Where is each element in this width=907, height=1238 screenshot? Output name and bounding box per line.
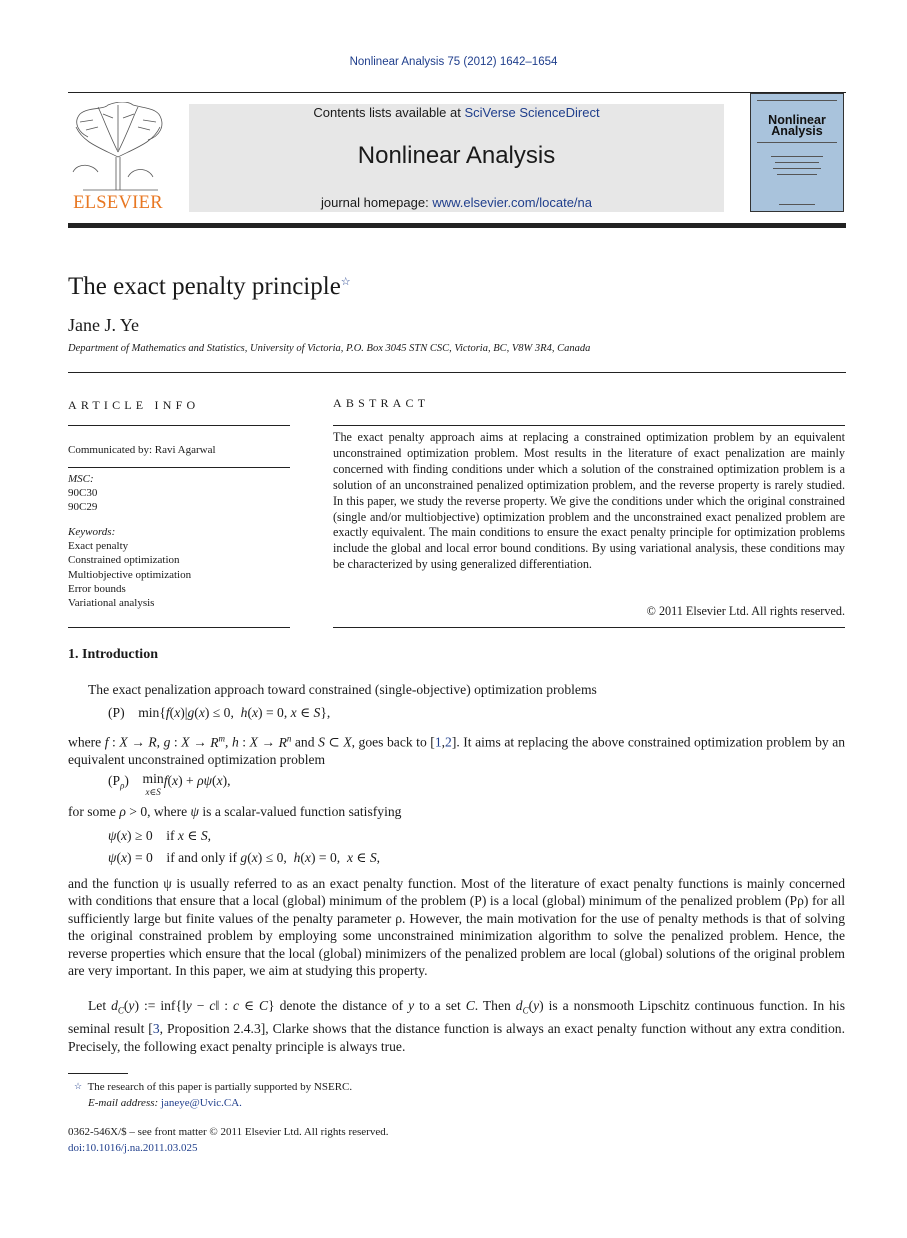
keyword: Constrained optimization	[68, 554, 180, 567]
author-affiliation: Department of Mathematics and Statistics, University of Victoria, P.O. Box 3045 STN CSC, Victoria, BC, V8W 3R4, Canada	[68, 343, 591, 354]
intro-paragraph: where f : X → R, g : $X \to R^m$, h : $X \to R^n$ and S ⊂ X, goes back to [1,2]. It aims at replacing the above constrained optimization problem by an equivalent unconstrained optimization problem	[68, 733, 846, 767]
equation-P-rho: $(P_\rho)$ min x∈Sf(x) + ρψ(x),	[108, 771, 231, 797]
homepage-prefix: journal homepage:	[321, 195, 433, 210]
article-info-rule	[68, 467, 290, 468]
front-matter-issn: 0362-546X/$ – see front matter © 2011 Elsevier Ltd. All rights reserved.	[68, 1126, 389, 1138]
elsevier-tree-icon	[68, 102, 168, 192]
journal-banner	[189, 104, 724, 212]
abstract-heading: ABSTRACT	[333, 396, 430, 410]
cover-rule	[773, 168, 821, 169]
keyword: Error bounds	[68, 582, 126, 595]
title-rule	[68, 372, 846, 373]
author-name: Jane J. Ye	[68, 315, 140, 335]
intro-paragraph: for some ρ > 0, where ψ is a scalar-valued function satisfying	[68, 804, 402, 819]
cover-title-line2: Analysis	[771, 124, 823, 138]
contents-prefix: Contents lists available at	[313, 105, 465, 120]
intro-paragraph: Let $d_C(y)$ := inf{‖y − c‖ : c ∈ C} denote the distance of y to a set C. Then $d_C(y)$ is a nonsmooth Lipschitz continuous function. In his seminal result [3, Proposition 2.4.3], Clarke shows that the distance function is always an exact penalty function without any extra condition. Precisely, the following exact penalty principle is always true.	[68, 998, 845, 1054]
cover-rule	[757, 142, 837, 143]
contents-line	[189, 105, 724, 120]
article-title	[68, 273, 351, 301]
article-title-text: The exact penalty principle	[68, 273, 341, 300]
homepage-line	[189, 195, 724, 210]
footnote-text: The research of this paper is partially supported by NSERC.	[87, 1081, 353, 1093]
header-rule-thick	[68, 223, 846, 228]
journal-cover-thumbnail[interactable]	[750, 93, 844, 212]
keyword: Multiobjective optimization	[68, 568, 192, 581]
keywords-label: Keywords:	[68, 526, 116, 538]
footnote-email	[88, 1097, 242, 1109]
cover-rule	[775, 162, 819, 163]
footnote-rule	[68, 1073, 128, 1074]
homepage-link[interactable]: www.elsevier.com/locate/na	[432, 195, 592, 210]
intro-paragraph: and the function ψ is usually referred to as an exact penalty function. Most of the literature of exact penalty functions is mainly concerned with conditions that ensure that a local (global) minimum of the problem (P) is a local (global) minimum of the penalized problem (Pρ) for all sufficiently large but finite values of the penalty parameter ρ. However, the main motivation for the use of penalty methods is that of solving the original constrained problem by employing some unconstrained minimization algorithm to solve the penalized problem. Hence, the reverse properties which ensure that the local (global) minimizers of the penalized problem are local (global) solutions of the original problem are very important. In this paper, we aim at studying this property.	[68, 876, 845, 979]
keyword: Variational analysis	[68, 597, 155, 610]
journal-title: Nonlinear Analysis	[357, 142, 556, 169]
title-footnote-mark[interactable]: ☆	[340, 276, 351, 288]
section-heading-introduction: 1. Introduction	[68, 647, 158, 662]
abstract-rule	[333, 627, 845, 628]
article-info-heading: ARTICLE INFO	[68, 398, 200, 412]
cover-rule	[757, 100, 837, 101]
abstract-text: The exact penalty approach aims at replacing a constrained optimization problem by an equivalent unconstrained optimization problem. Most results in the literature of exact penalization are mainly concerned with finding conditions under which a solution of the constrained optimization problem is a solution of an unconstrained penalized optimization problem, and the reverse property is rarely studied. In this paper, we study the reverse property. We give the conditions under which the original constrained (single and/or multiobjective) optimization problem and the unconstrained exact penalized problem are exactly equivalent. The main conditions to ensure the exact penalty principle for optimization problems include the global and local error bound conditions. By using variational analysis, these conditions may be characterized by using generalized differentiation.	[333, 430, 845, 572]
article-info-rule	[68, 627, 290, 628]
cover-rule	[771, 156, 823, 157]
equation-psi-2: ψ(x) = 0 if and only if g(x) ≤ 0, h(x) = 0, x ∈ S,	[108, 850, 381, 865]
citation-link[interactable]: 3	[152, 1021, 160, 1037]
doi-link[interactable]: doi:10.1016/j.na.2011.03.025	[68, 1142, 198, 1154]
cover-rule	[779, 204, 815, 205]
msc-block	[68, 472, 290, 515]
citation-link[interactable]: 1	[434, 734, 442, 750]
email-label: E-mail address:	[88, 1097, 161, 1109]
equation-psi-1: ψ(x) ≥ 0 if x ∈ S,	[108, 828, 212, 843]
article-info-rule	[68, 425, 290, 426]
intro-paragraph: The exact penalization approach toward constrained (single-objective) optimization problems	[88, 682, 597, 697]
keywords-block	[68, 525, 290, 610]
abstract-rule	[333, 425, 845, 426]
journal-citation[interactable]: Nonlinear Analysis 75 (2012) 1642–1654	[349, 56, 558, 68]
footnote	[74, 1081, 352, 1093]
msc-code: 90C29	[68, 501, 98, 514]
cover-title	[751, 115, 843, 137]
communicated-by: Communicated by: Ravi Agarwal	[68, 444, 216, 456]
keyword: Exact penalty	[68, 540, 129, 553]
cover-rule	[777, 174, 817, 175]
elsevier-logo[interactable]	[68, 102, 168, 214]
equation-P: (P) min{f(x)|g(x) ≤ 0, h(x) = 0, x ∈ S},	[108, 705, 331, 720]
abstract-copyright: © 2011 Elsevier Ltd. All rights reserved.	[646, 604, 845, 618]
msc-label: MSC:	[68, 473, 94, 485]
cover-title-line1: Nonlinear	[768, 113, 826, 127]
sciencedirect-link[interactable]: SciVerse ScienceDirect	[464, 105, 600, 120]
citation-link[interactable]: 2	[445, 734, 452, 750]
elsevier-wordmark: ELSEVIER	[73, 193, 163, 213]
header-rule-top	[68, 92, 846, 93]
msc-code: 90C30	[68, 487, 98, 500]
email-link[interactable]: janeye@Uvic.CA.	[160, 1097, 242, 1109]
footnote-mark: ☆	[74, 1081, 83, 1091]
